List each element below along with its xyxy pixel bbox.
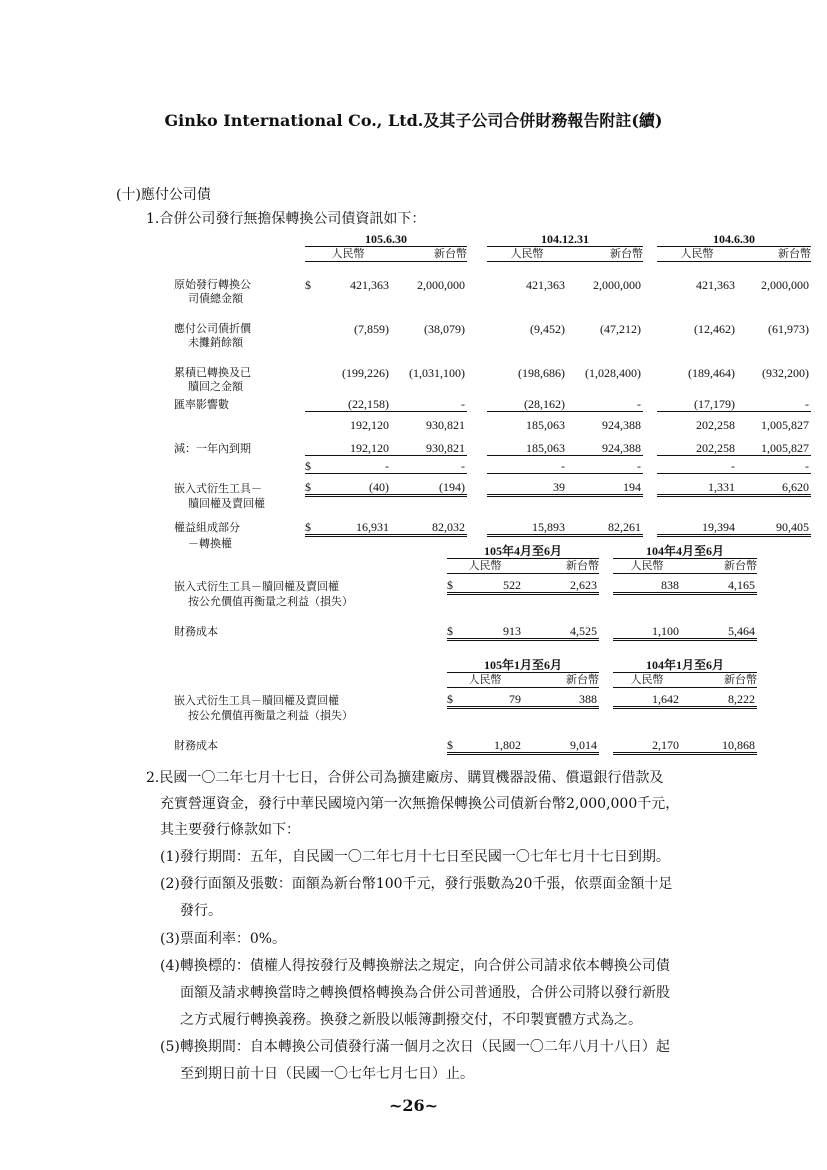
gap bbox=[643, 474, 657, 496]
currency-sign bbox=[657, 306, 667, 336]
row-label: 司債總金額 bbox=[188, 291, 243, 305]
paragraph-line: 2.民國一〇二年七月十七日，合併公司為擴建廠房、購買機器設備、償還銀行借款及 bbox=[146, 770, 664, 786]
period-header: 105.6.30 bbox=[305, 232, 467, 247]
cell-value: (194) bbox=[391, 474, 467, 496]
period-header: 105年1月至6月 bbox=[447, 658, 599, 673]
row-label: －轉換權 bbox=[188, 536, 232, 550]
row-label: 權益組成部分 bbox=[174, 521, 240, 534]
terms-paragraph bbox=[146, 765, 679, 843]
currency-sign: $ bbox=[305, 474, 315, 496]
cell-value: - bbox=[315, 456, 391, 474]
cell-value: 924,388 bbox=[567, 432, 643, 456]
cell-value: - bbox=[737, 456, 811, 474]
currency-sign bbox=[305, 306, 315, 336]
cell-value: 10,868 bbox=[681, 723, 757, 753]
cell-value: 1,005,827 bbox=[761, 417, 809, 432]
list-item-line: 之方式履行轉換義務。換發之新股以帳簿劃撥交付，不印製實體方式為之。 bbox=[180, 1012, 642, 1028]
table-row bbox=[174, 456, 811, 474]
cell-value: - bbox=[667, 456, 737, 474]
cell-value: (198,686) bbox=[518, 365, 565, 380]
cell-value: 421,363 bbox=[526, 277, 565, 292]
derivative-q-table bbox=[174, 544, 757, 641]
gap bbox=[467, 456, 487, 474]
gap bbox=[643, 306, 657, 336]
currency-sign bbox=[657, 394, 667, 412]
currency-sign bbox=[657, 456, 667, 474]
currency-header: 人民幣 bbox=[613, 673, 681, 688]
cell-value: 82,261 bbox=[567, 511, 643, 535]
currency-header: 人民幣 bbox=[613, 559, 681, 574]
cell-value: 192,120 bbox=[350, 417, 389, 432]
list-item-line: (4)轉換標的：債權人得按發行及轉換辦法之規定，向合併公司請求依本轉換公司債 bbox=[160, 958, 670, 974]
cell-value: 421,363 bbox=[696, 277, 735, 292]
currency-sign bbox=[487, 432, 497, 456]
cell-value: (61,973) bbox=[768, 321, 809, 336]
cell-value: 9,014 bbox=[523, 723, 599, 753]
cell-value: 39 bbox=[497, 474, 567, 496]
currency-sign: $ bbox=[305, 456, 315, 474]
period-header: 104.6.30 bbox=[657, 232, 811, 247]
currency-sign bbox=[657, 474, 667, 496]
currency-header: 新台幣 bbox=[681, 559, 757, 574]
currency-header: 人民幣 bbox=[447, 673, 523, 688]
cell-value: (28,162) bbox=[497, 394, 567, 412]
table-row bbox=[174, 350, 811, 380]
paragraph-line: 充實營運資金，發行中華民國境內第一次無擔保轉換公司債新台幣2,000,000千元， bbox=[160, 796, 680, 812]
row-label: 減：一年內到期 bbox=[174, 441, 251, 455]
gap bbox=[643, 394, 657, 412]
period-header: 104年4月至6月 bbox=[613, 544, 757, 559]
cell-value: 388 bbox=[523, 688, 599, 708]
cell-value: (22,158) bbox=[315, 394, 391, 412]
cell-value: 1,100 bbox=[613, 609, 681, 639]
currency-header: 新台幣 bbox=[681, 673, 757, 688]
currency-sign: $ bbox=[447, 574, 457, 594]
row-label: 嵌入式衍生工具－贖回權及賣回權 bbox=[174, 693, 339, 707]
currency-sign bbox=[305, 432, 315, 456]
cell-value: (40) bbox=[315, 474, 391, 496]
currency-sign bbox=[305, 412, 315, 432]
currency-sign bbox=[657, 412, 667, 432]
cell-value: - bbox=[567, 394, 643, 412]
cell-value: - bbox=[737, 394, 811, 412]
currency-sign: $ bbox=[305, 277, 311, 292]
terms-list bbox=[160, 843, 672, 1088]
cell-value: (199,226) bbox=[342, 365, 389, 380]
cell-value: 913 bbox=[457, 609, 523, 639]
currency-sign bbox=[657, 262, 667, 292]
cell-value: - bbox=[391, 456, 467, 474]
cell-value: (38,079) bbox=[424, 321, 465, 336]
gap bbox=[643, 350, 657, 380]
cell-value: 8,222 bbox=[681, 688, 757, 708]
currency-sign bbox=[487, 306, 497, 336]
list-item-line: 發行。 bbox=[180, 903, 222, 919]
currency-header: 人民幣 bbox=[657, 247, 737, 262]
table-row bbox=[174, 292, 811, 306]
currency-header: 新台幣 bbox=[391, 247, 467, 262]
currency-sign: $ bbox=[305, 511, 315, 535]
bond-info-table bbox=[174, 232, 811, 551]
cell-value: (1,028,400) bbox=[585, 365, 641, 380]
table-row bbox=[174, 380, 811, 394]
row-label bbox=[174, 456, 305, 474]
currency-header: 新台幣 bbox=[523, 559, 599, 574]
row-label bbox=[174, 412, 305, 432]
cell-value: 838 bbox=[613, 574, 681, 594]
table-row bbox=[174, 511, 811, 535]
table-row bbox=[174, 262, 811, 292]
currency-sign bbox=[657, 432, 667, 456]
cell-value: 202,258 bbox=[667, 432, 737, 456]
row-label: 贖回之金額 bbox=[188, 379, 243, 393]
period-header: 105年4月至6月 bbox=[447, 544, 599, 559]
row-label: 財務成本 bbox=[174, 625, 218, 638]
table-row bbox=[174, 336, 811, 350]
currency-sign bbox=[657, 511, 667, 535]
cell-value: 930,821 bbox=[426, 417, 465, 432]
cell-value: - bbox=[391, 394, 467, 412]
row-label: 嵌入式衍生工具－ bbox=[174, 481, 262, 495]
row-label: 原始發行轉換公 bbox=[174, 277, 251, 291]
gap bbox=[467, 262, 487, 292]
cell-value: 82,032 bbox=[391, 511, 467, 535]
list-item-line: 面額及請求轉換當時之轉換價格轉換為合併公司普通股，合併公司將以發行新股 bbox=[180, 985, 670, 1001]
list-item-line: 至到期日前十日（民國一〇七年七月七日）止。 bbox=[180, 1066, 474, 1082]
derivative-ytd-table bbox=[174, 658, 757, 755]
gap bbox=[467, 511, 487, 535]
period-header: 104年1月至6月 bbox=[613, 658, 757, 673]
gap bbox=[467, 474, 487, 496]
cell-value: (189,464) bbox=[688, 365, 735, 380]
cell-value: 2,000,000 bbox=[761, 277, 809, 292]
section-heading: (十)應付公司債 bbox=[116, 187, 211, 203]
cell-value: (9,452) bbox=[530, 321, 565, 336]
currency-header: 新台幣 bbox=[567, 247, 643, 262]
cell-value: 192,120 bbox=[315, 432, 391, 456]
row-label: 未攤銷餘額 bbox=[188, 335, 243, 349]
cell-value: 930,821 bbox=[391, 432, 467, 456]
paragraph-line: 其主要發行條款如下： bbox=[160, 822, 300, 838]
currency-sign bbox=[487, 412, 497, 432]
cell-value: 15,893 bbox=[497, 511, 567, 535]
cell-value: 90,405 bbox=[737, 511, 811, 535]
currency-header: 人民幣 bbox=[487, 247, 567, 262]
cell-value: (1,031,100) bbox=[409, 365, 465, 380]
currency-header: 新台幣 bbox=[523, 673, 599, 688]
row-label: 財務成本 bbox=[174, 739, 218, 752]
row-label: 累積已轉換及已 bbox=[174, 365, 251, 379]
currency-sign bbox=[487, 511, 497, 535]
gap bbox=[467, 412, 487, 432]
gap bbox=[643, 511, 657, 535]
cell-value: 421,363 bbox=[350, 277, 389, 292]
cell-value: 185,063 bbox=[526, 417, 565, 432]
cell-value: 5,464 bbox=[681, 609, 757, 639]
table-row bbox=[174, 306, 811, 336]
currency-sign bbox=[305, 350, 315, 380]
cell-value: (12,462) bbox=[694, 321, 735, 336]
currency-sign bbox=[487, 262, 497, 292]
cell-value: 194 bbox=[567, 474, 643, 496]
cell-value: 1,802 bbox=[457, 723, 523, 753]
table-row bbox=[174, 412, 811, 432]
currency-sign: $ bbox=[447, 723, 457, 753]
cell-value: (17,179) bbox=[667, 394, 737, 412]
gap bbox=[467, 306, 487, 336]
cell-value: 924,388 bbox=[602, 417, 641, 432]
gap bbox=[643, 456, 657, 474]
cell-value: 2,623 bbox=[523, 574, 599, 594]
page-number: ~26~ bbox=[388, 1096, 439, 1115]
list-item-line: (5)轉換期間：自本轉換公司債發行滿一個月之次日（民國一〇二年八月十八日）起 bbox=[160, 1039, 670, 1055]
table-row bbox=[174, 496, 811, 512]
cell-value: 1,642 bbox=[613, 688, 681, 708]
table-row bbox=[174, 394, 811, 412]
cell-value: 19,394 bbox=[667, 511, 737, 535]
cell-value: (932,200) bbox=[762, 365, 809, 380]
gap bbox=[643, 262, 657, 292]
table-row bbox=[174, 474, 811, 496]
list-item-line: (2)發行面額及張數：面額為新台幣100千元，發行張數為20千張，依票面金額十足 bbox=[160, 876, 673, 892]
cell-value: 522 bbox=[457, 574, 523, 594]
currency-sign bbox=[487, 474, 497, 496]
gap bbox=[467, 350, 487, 380]
row-label: 按公允價值再衡量之利益（損失） bbox=[188, 595, 353, 608]
intro-line: 1.合併公司發行無擔保轉換公司債資訊如下： bbox=[146, 211, 426, 227]
currency-sign: $ bbox=[447, 609, 457, 639]
cell-value: 2,170 bbox=[613, 723, 681, 753]
row-label: 贖回權及賣回權 bbox=[188, 497, 265, 510]
cell-value: 4,525 bbox=[523, 609, 599, 639]
cell-value: 16,931 bbox=[315, 511, 391, 535]
row-label: 嵌入式衍生工具－贖回權及賣回權 bbox=[174, 579, 339, 593]
currency-sign bbox=[657, 350, 667, 380]
currency-sign bbox=[487, 394, 497, 412]
row-label: 應付公司債折價 bbox=[174, 321, 251, 335]
gap bbox=[467, 394, 487, 412]
cell-value: - bbox=[497, 456, 567, 474]
currency-sign bbox=[487, 456, 497, 474]
page-title: Ginko International Co., Ltd.及其子公司合併財務報告附註(續) bbox=[164, 111, 663, 130]
currency-sign: $ bbox=[447, 688, 457, 708]
gap bbox=[467, 432, 487, 456]
row-label: 按公允價值再衡量之利益（損失） bbox=[188, 709, 353, 722]
gap bbox=[643, 432, 657, 456]
cell-value: 4,165 bbox=[681, 574, 757, 594]
gap bbox=[643, 412, 657, 432]
currency-header: 人民幣 bbox=[305, 247, 391, 262]
currency-header: 新台幣 bbox=[737, 247, 811, 262]
cell-value: (7,859) bbox=[354, 321, 389, 336]
currency-sign bbox=[305, 394, 315, 412]
list-item-line: (1)發行期間：五年，自民國一〇二年七月十七日至民國一〇七年七月十七日到期。 bbox=[160, 849, 670, 865]
cell-value: 202,258 bbox=[696, 417, 735, 432]
cell-value: 185,063 bbox=[497, 432, 567, 456]
cell-value: (47,212) bbox=[600, 321, 641, 336]
cell-value: 79 bbox=[457, 688, 523, 708]
period-header: 104.12.31 bbox=[487, 232, 643, 247]
currency-sign bbox=[487, 350, 497, 380]
row-label: 匯率影響數 bbox=[174, 397, 229, 411]
currency-header: 人民幣 bbox=[447, 559, 523, 574]
table-row bbox=[174, 432, 811, 456]
cell-value: 2,000,000 bbox=[593, 277, 641, 292]
list-item-line: (3)票面利率：0%。 bbox=[160, 931, 287, 947]
cell-value: 2,000,000 bbox=[417, 277, 465, 292]
cell-value: 1,331 bbox=[667, 474, 737, 496]
cell-value: 1,005,827 bbox=[737, 432, 811, 456]
cell-value: 6,620 bbox=[737, 474, 811, 496]
cell-value: - bbox=[567, 456, 643, 474]
